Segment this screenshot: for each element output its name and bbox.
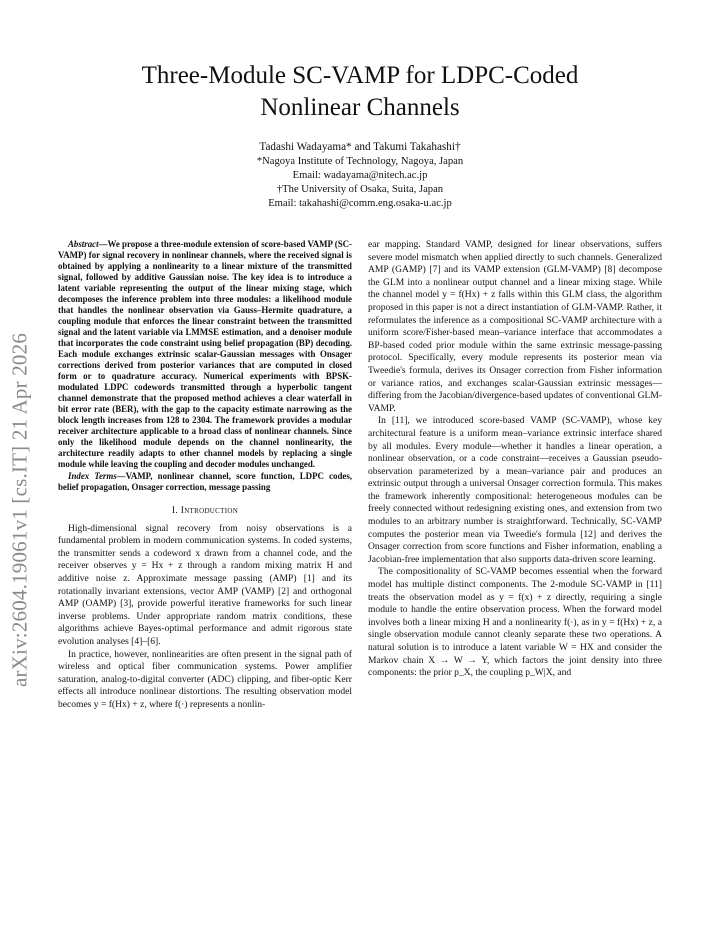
section-heading-introduction: I. Introduction [171, 506, 239, 516]
index-terms [58, 471, 352, 493]
arxiv-stamp [0, 300, 40, 720]
abstract-text: We propose a three-module extension of score-based VAMP (SC-VAMP) for signal recovery in nonlinear channels, where the received signal is obtained by applying a nonlinearity to a linear mixture of the transmitted signal, followed by additive Gaussian noise. The key idea is to introduce a latent variable representing the output of the linear mixing stage, which decomposes the inference problem into three modules: a likelihood module that handles the nonlinear observation via Gauss–Hermite quadrature, a coupling module that enforces the linear constraint between the transmitted signal and the latent variable via LMMSE estimation, and a denoiser module that incorporates the code constraint using belief propagation (BP) decoding. Each module exchanges extrinsic scalar-Gaussian messages with Onsager corrections derived from posterior variances that are computed in closed form or to quadrature accuracy. Numerical experiments with BPSK-modulated LDPC codewords transmitted through a hyperbolic tangent channel demonstrate that the proposed method achieves a clear waterfall in bit error rate (BER), with the gap to the capacity estimate narrowing as the block length increases from 128 to 2304. The framework provides a modular receiver architecture applicable to a broad class of nonlinear channels. Since only the likelihood module depends on the channel nonlinearity, the architecture readily adapts to other channel models by replacing a single module while leaving the coupling and decoder modules unchanged. [58, 239, 352, 469]
abstract-label: Abstract— [68, 239, 108, 249]
abstract [58, 239, 352, 470]
affiliation-1: *Nagoya Institute of Technology, Nagoya, Japan [256, 156, 464, 167]
paragraph: The compositionality of SC-VAMP becomes essential when the forward model has multiple distinct components. The 2-module SC-VAMP in [11] treats the observation model as y = f(x) + z directly, requiring a single module to handle the entire observation process. When the forward model involves both a linear mixing H and a nonlinearity f(·), as in y = f(Hx) + z, a single observation module cannot cleanly separate these two operations. A natural solution is to introduce a latent variable W = HX and consider the Markov chain X → W → Y, which factors the joint density into three components: the prior p_X, the coupling p_W|X, and [368, 566, 662, 679]
index-terms-label: Index Terms— [68, 471, 126, 481]
arxiv-stamp-text: arXiv:2604.19061v1 [cs.IT] 21 Apr 2026 [7, 332, 32, 688]
email-2: Email: takahashi@comm.eng.osaka-u.ac.jp [268, 198, 452, 209]
paragraph: In [11], we introduced score-based VAMP (SC-VAMP), whose key architectural feature is a uniform mean–variance extrinsic interface shared by all modules. Every module—whether it handles a linear operation, a nonlinear observation, or a code constraint—receives a Gaussian pseudo-observation parameterized by a mean–variance pair and produces an extrinsic output through a universal Onsager correction formula. This makes the framework inherently compositional: heterogeneous modules can be freely connected without redesigning existing ones, and extension from two modules to an arbitrary number is straightforward. Technically, SC-VAMP computes the posterior mean via Tweedie's formula [12] and derives the Onsager correction from score functions and Fisher information, enabling a Jacobian-free implementation that also supports data-driven score learning. [368, 415, 662, 565]
title-line-1: Three-Module SC-VAMP for LDPC-Coded [141, 62, 579, 89]
right-column [368, 239, 662, 680]
index-terms-text: VAMP, nonlinear channel, score function, LDPC codes, belief propagation, Onsager correction, message passing [58, 471, 352, 492]
paragraph: High-dimensional signal recovery from noisy observations is a fundamental problem in modern communication systems. In coded systems, the transmitter sends a codeword x drawn from a channel code, and the receiver observes y = Hx + z through a random mixing matrix H and additive noise z. Approximate message passing (AMP) [1] and its rotationally invariant extensions, vector AMP (VAMP) [2] and orthogonal AMP (OAMP) [3], provide powerful iterative frameworks for such linear inverse problems. Under appropriate random matrix conditions, these algorithms achieve Bayes-optimal performance and admit rigorous state evolution analyses [4]–[6]. [58, 522, 352, 647]
author-names: Tadashi Wadayama* and Takumi Takahashi† [259, 141, 461, 153]
paper-title [100, 60, 620, 124]
affiliation-2: †The University of Osaka, Suita, Japan [276, 184, 444, 195]
paragraph: In practice, however, nonlinearities are often present in the signal path of wireless and optical fiber communication systems. Power amplifier saturation, analog-to-digital converter (ADC) clipping, and fiber-optic Kerr effects all introduce nonlinear distortions. The resulting observation model becomes y = f(Hx) + z, where f(·) represents a nonlin- [58, 648, 352, 710]
title-line-2: Nonlinear Channels [260, 94, 460, 121]
email-1: Email: wadayama@nitech.ac.jp [292, 170, 428, 181]
left-column [58, 239, 352, 712]
author-block [160, 140, 560, 211]
paragraph: ear mapping. Standard VAMP, designed for linear observations, suffers severe model mismatch when applied directly to such channels. Generalized AMP (GAMP) [7] and its VAMP extension (GLM-VAMP) [8] decompose the GLM into a nonlinear output channel and a linear mixing stage. While the channel model y = f(Hx) + z falls within this GLM class, the algorithm proposed in this paper is not a direct instantiation of GLM-VAMP. Rather, it reformulates the inference as a compositional SC-VAMP architecture with a uniform score/Fisher-based mean–variance interface that accommodates a BP-based coded prior module within the same extrinsic message-passing protocol. Specifically, every module represents its posterior mean via Tweedie's formula, derives its Onsager correction from Fisher information or variance ratios, and exchanges scalar-Gaussian extrinsic messages—differing from the Jacobian/divergence-based updates of conventional GLM-VAMP. [368, 239, 662, 414]
